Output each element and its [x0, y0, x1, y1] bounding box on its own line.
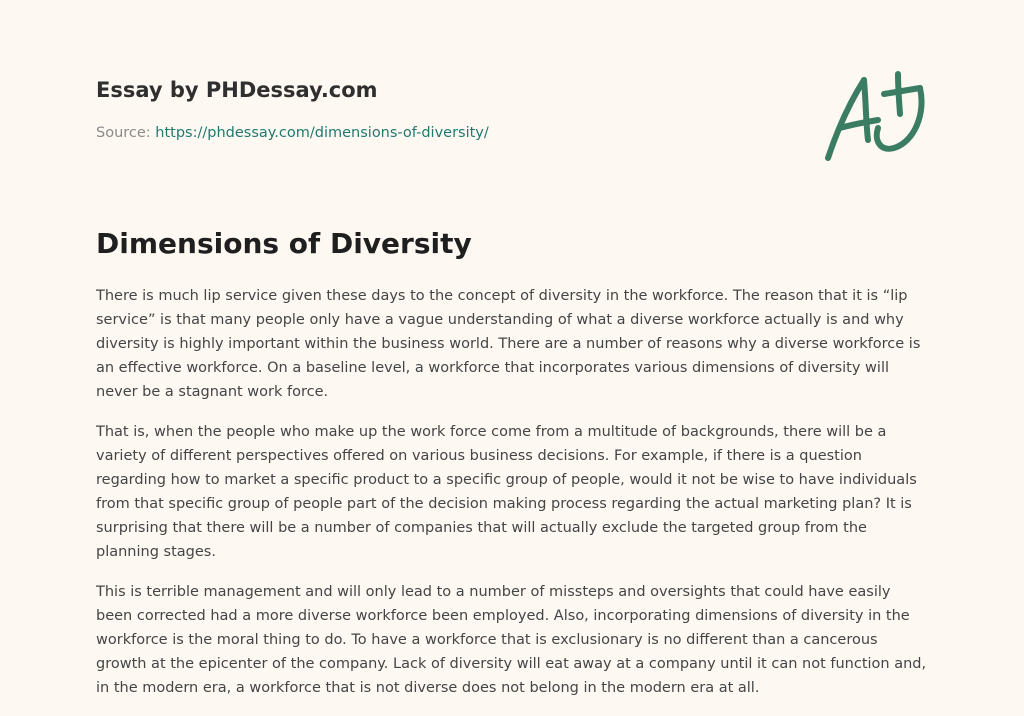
- source-label: Source:: [96, 125, 151, 141]
- article-paragraph: This is terrible management and will only lead to a number of missteps and oversights that could have easily been corrected had a more diverse workforce been employed. Also, incorporating dimensions of diversity in the workforce is the moral thing to do. To have a workforce that is exclusionary is no different than a cancerous growth at the epicenter of the company. Lack of diversity will eat away at a company until it can not function and, in the modern era, a workforce that is not diverse does not belong in the modern era at all.: [96, 584, 927, 696]
- a-plus-grade-icon: [820, 66, 930, 166]
- article-paragraph: That is, when the people who make up the work force come from a multitude of backgrounds, there will be a variety of different perspectives offered on various business decisions. For example, if there is a question regarding how to market a specific product to a specific group of people, would it not be wise to have individuals from that specific group of people part of the decision making process regarding the actual marketing plan? It is surprising that there will be a number of companies that will actually exclude the targeted group from the planning stages.: [96, 424, 917, 560]
- source-line: [96, 123, 796, 143]
- article-body: [96, 284, 928, 716]
- site-header: [96, 74, 796, 143]
- article-title: Dimensions of Diversity: [96, 227, 472, 260]
- site-brand: Essay by PHDessay.com: [96, 78, 378, 102]
- article-paragraph: There is much lip service given these days to the concept of diversity in the workforce. The reason that it is “lip service” is that many people only have a vague understanding of what a diverse workforce actually is and why diversity is highly important within the business world. There are a number of reasons why a diverse workforce is an effective workforce. On a baseline level, a workforce that incorporates various dimensions of diversity will never be a stagnant work force.: [96, 288, 921, 400]
- source-link[interactable]: https://phdessay.com/dimensions-of-diversity/: [155, 125, 489, 141]
